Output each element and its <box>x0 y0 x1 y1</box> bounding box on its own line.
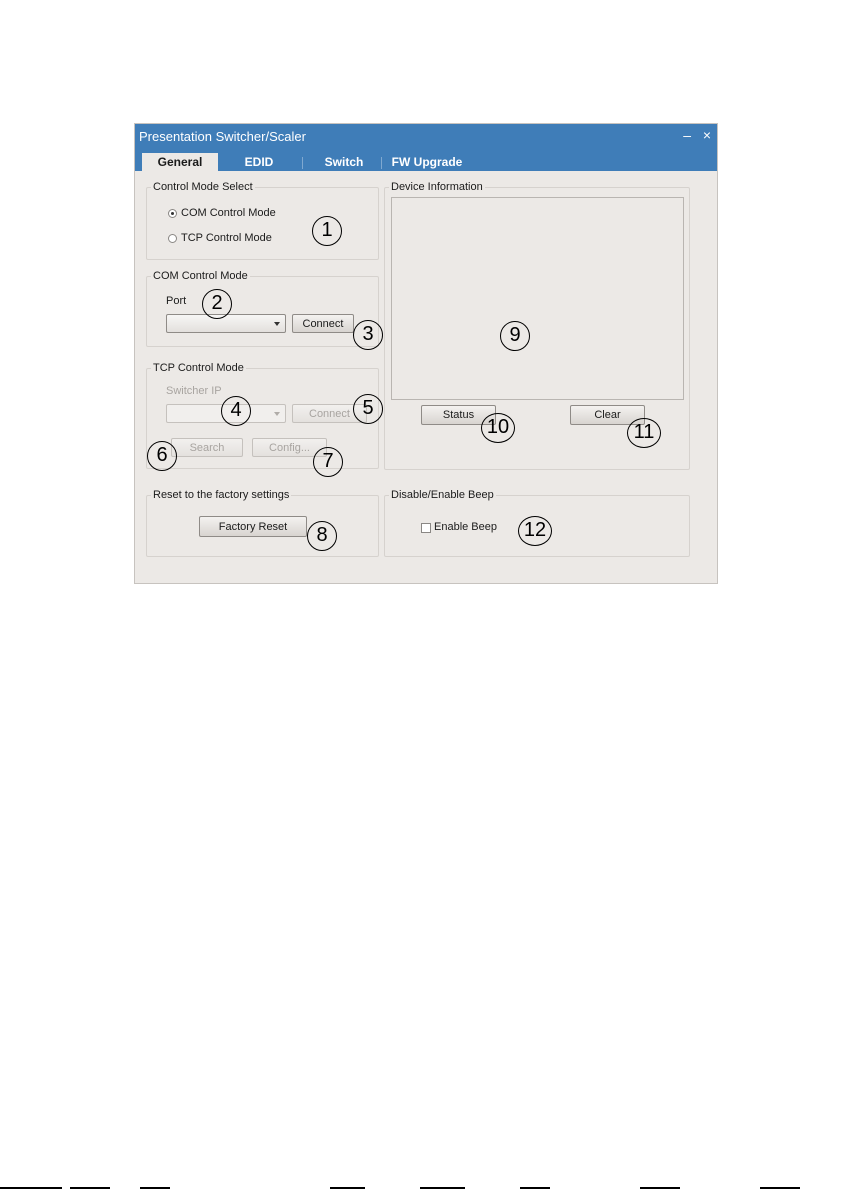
control-mode-select-group <box>146 181 379 260</box>
tab-general[interactable]: General <box>142 153 218 171</box>
enable-beep-label: Enable Beep <box>434 521 497 533</box>
config-button[interactable]: Config... <box>252 438 327 457</box>
tcp-control-mode-legend: TCP Control Mode <box>153 362 244 374</box>
factory-reset-button[interactable]: Factory Reset <box>199 516 307 537</box>
title-bar <box>135 124 717 171</box>
app-window <box>134 123 718 584</box>
tab-switch[interactable]: Switch <box>324 155 364 169</box>
tcp-connect-button[interactable]: Connect <box>292 404 367 423</box>
tab-separator <box>381 157 382 169</box>
callout-6: 6 <box>147 441 177 471</box>
tcp-control-mode-radio[interactable] <box>168 234 177 243</box>
callout-3: 3 <box>353 320 383 350</box>
callout-5: 5 <box>353 394 383 424</box>
window-title: Presentation Switcher/Scaler <box>139 129 306 144</box>
callout-10: 10 <box>481 413 515 443</box>
callout-7: 7 <box>313 447 343 477</box>
com-control-mode-label: COM Control Mode <box>181 207 276 219</box>
device-information-legend: Device Information <box>391 181 483 193</box>
minimize-icon[interactable]: – <box>683 127 691 143</box>
callout-1: 1 <box>312 216 342 246</box>
tcp-control-mode-label: TCP Control Mode <box>181 232 272 244</box>
tab-fw-upgrade[interactable]: FW Upgrade <box>391 155 463 169</box>
device-information-display <box>391 197 684 400</box>
com-control-mode-legend: COM Control Mode <box>153 270 248 282</box>
port-dropdown[interactable] <box>166 314 286 333</box>
callout-9: 9 <box>500 321 530 351</box>
factory-reset-legend: Reset to the factory settings <box>153 489 290 501</box>
com-connect-button[interactable]: Connect <box>292 314 354 333</box>
beep-legend: Disable/Enable Beep <box>391 489 494 501</box>
port-label: Port <box>166 295 187 307</box>
tab-edid[interactable]: EDID <box>244 155 274 169</box>
callout-2: 2 <box>202 289 232 319</box>
tab-separator <box>302 157 303 169</box>
tab-bar <box>135 153 717 171</box>
close-icon[interactable]: × <box>702 127 711 143</box>
enable-beep-checkbox[interactable] <box>421 523 431 533</box>
clear-button[interactable]: Clear <box>570 405 645 425</box>
callout-4: 4 <box>221 396 251 426</box>
callout-11: 11 <box>627 418 661 448</box>
com-control-mode-group <box>146 270 379 347</box>
status-button[interactable]: Status <box>421 405 496 425</box>
chevron-down-icon <box>274 412 280 416</box>
switcher-ip-label: Switcher IP <box>166 385 222 397</box>
com-control-mode-radio[interactable] <box>168 209 177 218</box>
callout-8: 8 <box>307 521 337 551</box>
chevron-down-icon <box>274 322 280 326</box>
control-mode-select-legend: Control Mode Select <box>153 181 253 193</box>
page-footer-rule <box>0 1185 843 1192</box>
search-button[interactable]: Search <box>171 438 243 457</box>
callout-12: 12 <box>518 516 552 546</box>
